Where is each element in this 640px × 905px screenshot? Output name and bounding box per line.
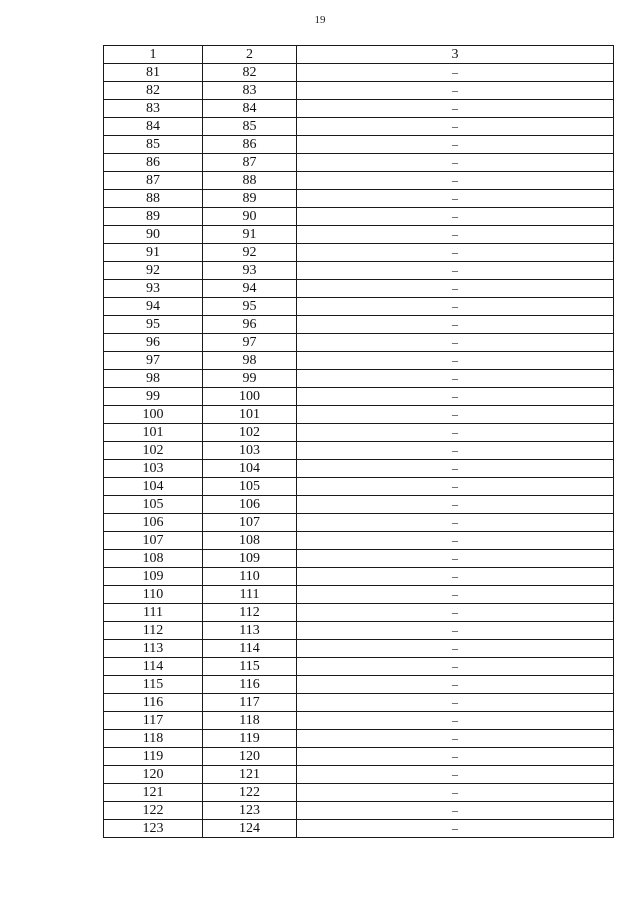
table-row	[104, 568, 614, 586]
table-row	[104, 712, 614, 730]
table-cell-col2: 101	[203, 406, 297, 424]
table-cell-col3: –	[297, 424, 614, 442]
table-row	[104, 496, 614, 514]
table-cell-col2: 103	[203, 442, 297, 460]
table-cell-col2: 100	[203, 388, 297, 406]
table-cell-col3: –	[297, 532, 614, 550]
table-row	[104, 226, 614, 244]
table-cell-col1: 83	[104, 100, 203, 118]
table-cell-col3: –	[297, 136, 614, 154]
table-cell-col2: 115	[203, 658, 297, 676]
table-cell-col1: 109	[104, 568, 203, 586]
table-cell-col1: 81	[104, 64, 203, 82]
table-cell-col1: 115	[104, 676, 203, 694]
table-row	[104, 550, 614, 568]
table-cell-col3: –	[297, 730, 614, 748]
table-cell-col3: –	[297, 226, 614, 244]
table-cell-col1: 122	[104, 802, 203, 820]
table-cell-col2: 86	[203, 136, 297, 154]
table-cell-col1: 112	[104, 622, 203, 640]
table-cell-col1: 82	[104, 82, 203, 100]
table-row	[104, 334, 614, 352]
table-row	[104, 100, 614, 118]
table-cell-col3: –	[297, 388, 614, 406]
table-row	[104, 64, 614, 82]
table-cell-col1: 113	[104, 640, 203, 658]
table-cell-col3: –	[297, 748, 614, 766]
table-cell-col1: 103	[104, 460, 203, 478]
table-row	[104, 280, 614, 298]
table-cell-col2: 116	[203, 676, 297, 694]
table-row	[104, 298, 614, 316]
table-cell-col3: –	[297, 694, 614, 712]
table-cell-col3: –	[297, 208, 614, 226]
table-row	[104, 154, 614, 172]
table-body	[104, 46, 614, 838]
table-cell-col3: –	[297, 784, 614, 802]
table-cell-col1: 106	[104, 514, 203, 532]
table-cell-col2: 124	[203, 820, 297, 838]
table-cell-col3: –	[297, 676, 614, 694]
table-cell-col2: 120	[203, 748, 297, 766]
table-row	[104, 694, 614, 712]
table-cell-col1: 93	[104, 280, 203, 298]
table-cell-col2: 93	[203, 262, 297, 280]
table-cell-col1: 99	[104, 388, 203, 406]
table-cell-col3: –	[297, 100, 614, 118]
table-row	[104, 586, 614, 604]
table-cell-col3: –	[297, 478, 614, 496]
table-cell-col3: –	[297, 460, 614, 478]
table-cell-col2: 111	[203, 586, 297, 604]
table-row	[104, 748, 614, 766]
table-cell-col2: 91	[203, 226, 297, 244]
table-row	[104, 388, 614, 406]
table-cell-col3: –	[297, 64, 614, 82]
table-cell-col1: 110	[104, 586, 203, 604]
page-number: 19	[314, 14, 326, 26]
table-cell-col2: 89	[203, 190, 297, 208]
table-cell-col3: –	[297, 550, 614, 568]
table-row	[104, 316, 614, 334]
table-cell-col3: –	[297, 298, 614, 316]
table-cell-col1: 100	[104, 406, 203, 424]
table-row	[104, 622, 614, 640]
table-cell-col2: 83	[203, 82, 297, 100]
table-cell-col2: 99	[203, 370, 297, 388]
table-row	[104, 532, 614, 550]
table-cell-col2: 114	[203, 640, 297, 658]
table-row	[104, 82, 614, 100]
table-cell-col1: 105	[104, 496, 203, 514]
header-cell-2: 2	[203, 46, 297, 64]
table-cell-col3: –	[297, 370, 614, 388]
table-cell-col2: 85	[203, 118, 297, 136]
table-cell-col1: 119	[104, 748, 203, 766]
table-row	[104, 172, 614, 190]
table-cell-col2: 118	[203, 712, 297, 730]
table-cell-col3: –	[297, 406, 614, 424]
table-cell-col1: 91	[104, 244, 203, 262]
table-row	[104, 118, 614, 136]
table-cell-col1: 90	[104, 226, 203, 244]
table-cell-col2: 122	[203, 784, 297, 802]
table-cell-col1: 114	[104, 658, 203, 676]
table-cell-col1: 95	[104, 316, 203, 334]
table-cell-col3: –	[297, 766, 614, 784]
table-row	[104, 676, 614, 694]
table-cell-col3: –	[297, 820, 614, 838]
table-cell-col3: –	[297, 316, 614, 334]
table-cell-col3: –	[297, 280, 614, 298]
table-cell-col1: 111	[104, 604, 203, 622]
table-row	[104, 352, 614, 370]
table-cell-col2: 107	[203, 514, 297, 532]
table-row	[104, 658, 614, 676]
table-cell-col1: 118	[104, 730, 203, 748]
table-row	[104, 802, 614, 820]
table-cell-col2: 105	[203, 478, 297, 496]
table-cell-col1: 84	[104, 118, 203, 136]
table-cell-col1: 86	[104, 154, 203, 172]
table-cell-col3: –	[297, 352, 614, 370]
table-cell-col2: 82	[203, 64, 297, 82]
table-cell-col1: 98	[104, 370, 203, 388]
header-cell-1: 1	[104, 46, 203, 64]
table-row	[104, 208, 614, 226]
table-row	[104, 406, 614, 424]
table-cell-col2: 109	[203, 550, 297, 568]
table-cell-col1: 97	[104, 352, 203, 370]
table-cell-col2: 117	[203, 694, 297, 712]
table-row	[104, 478, 614, 496]
table-row	[104, 784, 614, 802]
table-cell-col2: 102	[203, 424, 297, 442]
table-cell-col2: 106	[203, 496, 297, 514]
table-cell-col3: –	[297, 82, 614, 100]
table-cell-col1: 87	[104, 172, 203, 190]
table-cell-col1: 120	[104, 766, 203, 784]
table-cell-col3: –	[297, 190, 614, 208]
table-cell-col3: –	[297, 244, 614, 262]
table-cell-col1: 108	[104, 550, 203, 568]
table-cell-col2: 84	[203, 100, 297, 118]
table-cell-col1: 117	[104, 712, 203, 730]
table-cell-col2: 92	[203, 244, 297, 262]
table-cell-col3: –	[297, 658, 614, 676]
table-cell-col2: 113	[203, 622, 297, 640]
table-cell-col2: 94	[203, 280, 297, 298]
table-cell-col1: 85	[104, 136, 203, 154]
table-cell-col2: 88	[203, 172, 297, 190]
table-cell-col3: –	[297, 604, 614, 622]
table-cell-col2: 110	[203, 568, 297, 586]
table-cell-col2: 112	[203, 604, 297, 622]
table-row	[104, 190, 614, 208]
table-cell-col2: 97	[203, 334, 297, 352]
table-cell-col3: –	[297, 172, 614, 190]
table-row	[104, 766, 614, 784]
table-cell-col3: –	[297, 442, 614, 460]
table-header-row	[104, 46, 614, 64]
table-cell-col2: 90	[203, 208, 297, 226]
table-cell-col3: –	[297, 568, 614, 586]
table-row	[104, 514, 614, 532]
table-cell-col3: –	[297, 262, 614, 280]
table-cell-col1: 104	[104, 478, 203, 496]
table-cell-col1: 121	[104, 784, 203, 802]
table-row	[104, 370, 614, 388]
table-row	[104, 424, 614, 442]
table-cell-col3: –	[297, 622, 614, 640]
table-cell-col1: 96	[104, 334, 203, 352]
table-row	[104, 604, 614, 622]
table-cell-col1: 116	[104, 694, 203, 712]
table-cell-col3: –	[297, 586, 614, 604]
table-cell-col1: 92	[104, 262, 203, 280]
table-cell-col1: 123	[104, 820, 203, 838]
table-cell-col2: 119	[203, 730, 297, 748]
table-cell-col2: 87	[203, 154, 297, 172]
table-cell-col3: –	[297, 118, 614, 136]
table-cell-col2: 108	[203, 532, 297, 550]
table-cell-col3: –	[297, 154, 614, 172]
table-cell-col2: 104	[203, 460, 297, 478]
table-cell-col2: 98	[203, 352, 297, 370]
table-row	[104, 820, 614, 838]
table-row	[104, 136, 614, 154]
table-cell-col3: –	[297, 802, 614, 820]
table-cell-col3: –	[297, 496, 614, 514]
table-cell-col3: –	[297, 514, 614, 532]
table-row	[104, 640, 614, 658]
table-cell-col1: 102	[104, 442, 203, 460]
table-row	[104, 262, 614, 280]
table-cell-col3: –	[297, 640, 614, 658]
table-cell-col1: 89	[104, 208, 203, 226]
table-row	[104, 460, 614, 478]
table-cell-col2: 95	[203, 298, 297, 316]
table-row	[104, 730, 614, 748]
table-cell-col3: –	[297, 712, 614, 730]
table-cell-col3: –	[297, 334, 614, 352]
table-cell-col2: 121	[203, 766, 297, 784]
table-row	[104, 244, 614, 262]
table-cell-col2: 96	[203, 316, 297, 334]
table-cell-col1: 107	[104, 532, 203, 550]
table-cell-col1: 101	[104, 424, 203, 442]
table-cell-col1: 94	[104, 298, 203, 316]
data-table	[103, 45, 614, 838]
table-cell-col2: 123	[203, 802, 297, 820]
table-row	[104, 442, 614, 460]
header-cell-3: 3	[297, 46, 614, 64]
table-cell-col1: 88	[104, 190, 203, 208]
